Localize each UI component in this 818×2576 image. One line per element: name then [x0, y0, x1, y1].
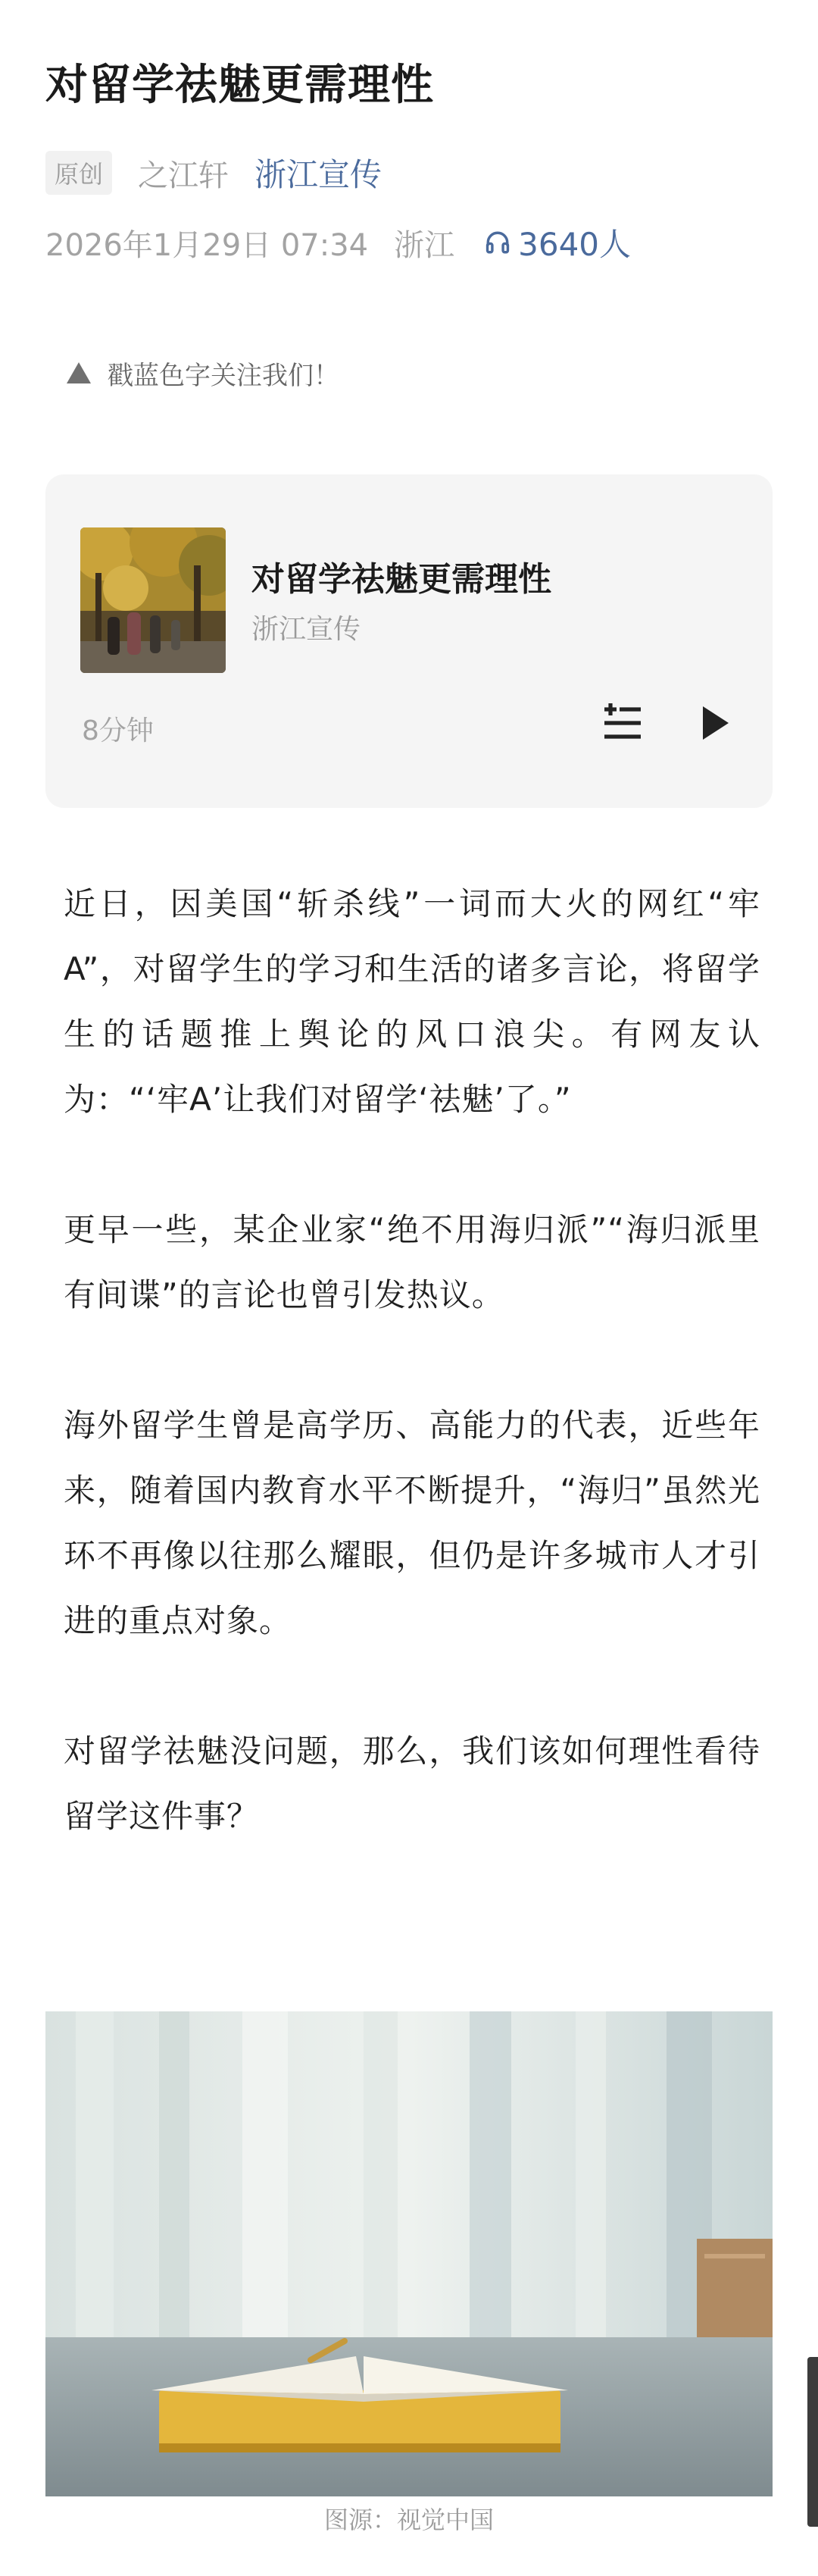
audio-cover-image [80, 527, 226, 673]
image-caption: 图源：视觉中国 [323, 2506, 494, 2534]
publish-info-row [45, 220, 631, 265]
add-to-playlist-icon[interactable] [598, 699, 647, 747]
headphones-icon [485, 230, 510, 255]
listen-count-button[interactable] [485, 220, 631, 265]
paragraph: 更早一些，某企业家“绝不用海归派”“海归派里有间谍”的言论也曾引发热议。 [64, 1211, 760, 1313]
paragraph: 海外留学生曾是高学历、高能力的代表，近些年来，随着国内教育水平不断提升，“海归”虽然光环不再像以往那么耀眼，但仍是许多城市人才引进的重点对象。 [64, 1407, 760, 1639]
listen-count: 3640人 [518, 226, 632, 263]
original-badge: 原创 [45, 151, 112, 195]
article-title: 对留学祛魅更需理性 [45, 61, 434, 110]
play-icon[interactable] [689, 699, 738, 747]
paragraph: 对留学祛魅没问题，那么，我们该如何理性看待留学这件事？ [64, 1732, 760, 1835]
audio-title: 对留学祛魅更需理性 [251, 560, 551, 599]
follow-hint [67, 352, 339, 394]
follow-hint-text: 戳蓝色字关注我们！ [108, 360, 339, 391]
account-link[interactable]: 浙江宣传 [254, 156, 382, 193]
audio-player-card[interactable] [45, 474, 773, 808]
publish-location: 浙江 [394, 227, 455, 263]
side-scroll-handle[interactable] [807, 2357, 818, 2527]
article-meta-row [45, 150, 382, 196]
author-name: 之江轩 [138, 158, 229, 193]
paragraph: 近日，因美国“斩杀线”一词而大火的网红“牢A”，对留学生的学习和生活的诸多言论，将留学生的话题推上舆论的风口浪尖。有网友认为：“‘牢A’让我们对留学‘祛魅’了。” [64, 885, 760, 1118]
audio-duration: 8分钟 [82, 715, 154, 747]
article-image[interactable] [45, 2011, 773, 2496]
article-body [64, 872, 760, 1914]
triangle-up-icon [67, 362, 91, 383]
publish-datetime: 2026年1月29日 07:34 [45, 227, 369, 263]
audio-source: 浙江宣传 [251, 614, 361, 645]
